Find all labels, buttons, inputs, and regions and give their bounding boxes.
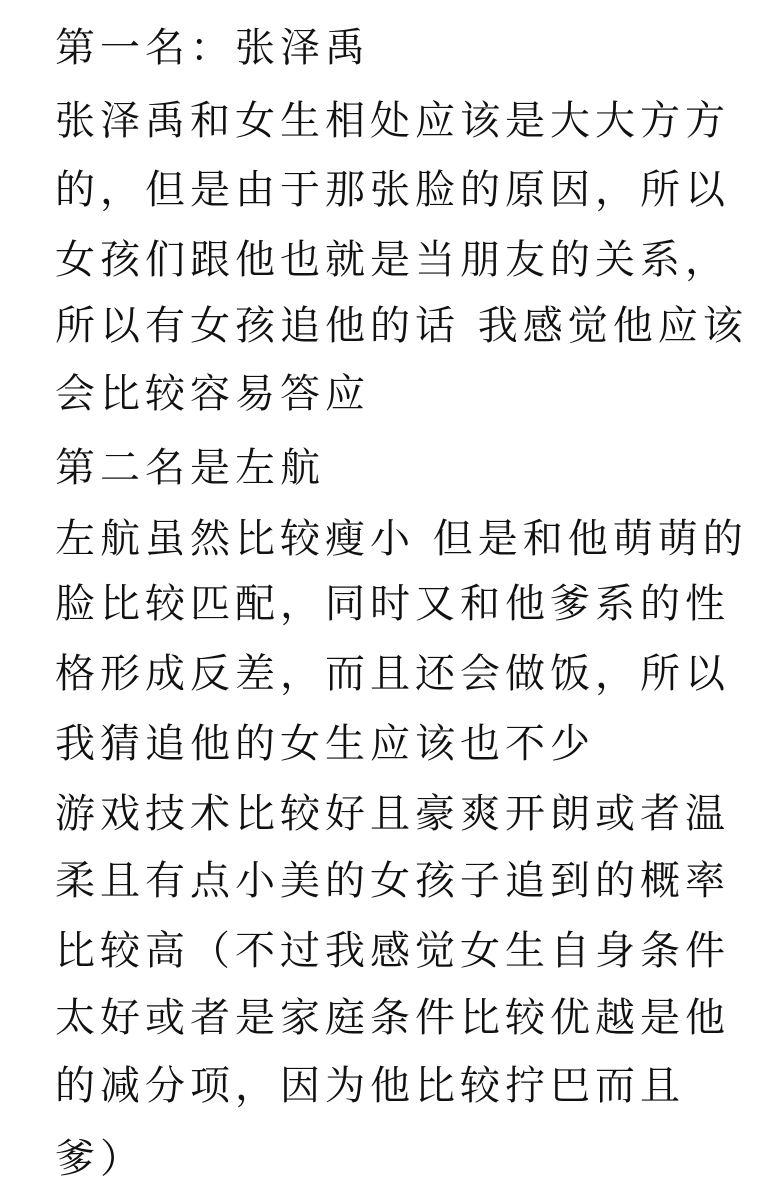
text-line: 柔且有点小美的女孩子追到的概率 [55, 858, 730, 904]
text-line: 的减分项，因为他比较拧巴而且 [55, 1063, 685, 1109]
text-line: 比较高（不过我感觉女生自身条件 [55, 928, 730, 974]
text-line: 脸比较匹配，同时又和他爹系的性 [55, 581, 730, 627]
text-line: 左航虽然比较瘦小 但是和他萌萌的 [55, 516, 748, 562]
text-line: 游戏技术比较好且豪爽开朗或者温 [55, 791, 730, 837]
text-line: 格形成反差，而且还会做饭，所以 [55, 651, 730, 697]
text-line: 的，但是由于那张脸的原因，所以 [55, 167, 730, 213]
text-line: 爹） [55, 1136, 145, 1182]
heading-first-place: 第一名：张泽禹 [55, 25, 370, 71]
text-line: 太好或者是家庭条件比较优越是他 [55, 995, 730, 1041]
heading-second-place: 第二名是左航 [55, 445, 325, 491]
text-line: 张泽禹和女生相处应该是大大方方 [55, 98, 730, 144]
text-line: 女孩们跟他也就是当朋友的关系， [55, 237, 730, 283]
text-line: 会比较容易答应 [55, 371, 370, 417]
text-line: 我猜追他的女生应该也不少 [55, 721, 595, 767]
text-line: 所以有女孩追他的话 我感觉他应该 [55, 303, 748, 349]
